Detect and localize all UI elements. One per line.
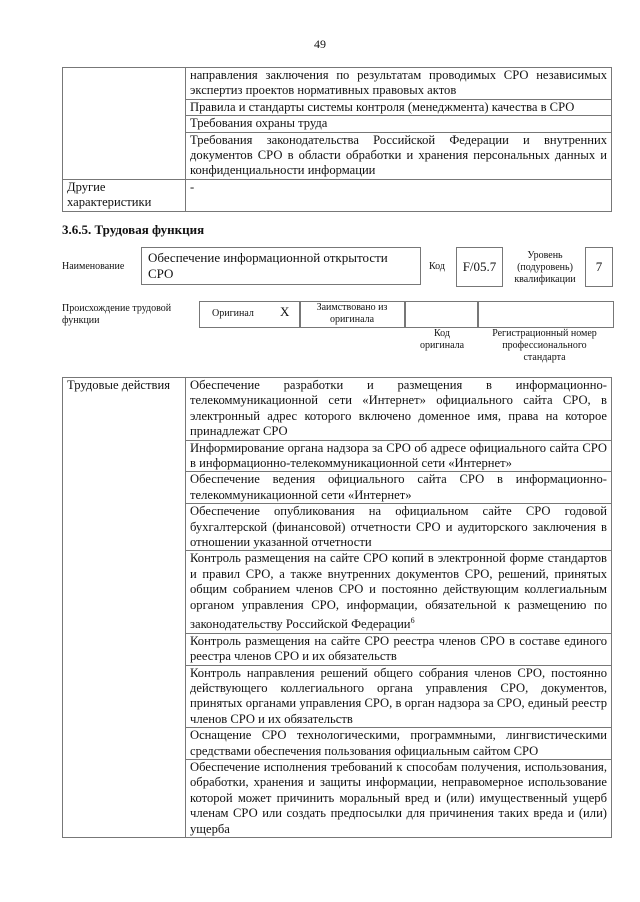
table-row: Требования охраны труда xyxy=(186,116,612,132)
name-label: Наименование xyxy=(62,261,125,272)
code-value: F/05.7 xyxy=(456,247,503,287)
table-row: Обеспечение исполнения требований к способам получения, использования, обработки, хранения и защиты информации, неправомерное использование которой может причинить моральный вред и (или) имущественный ущерб членам СРО или создать предпосылки для причинения таких вреда и (или) ущерба xyxy=(186,759,612,837)
knowledge-table xyxy=(62,67,612,212)
orig-code-label: Код оригинала xyxy=(419,328,465,351)
borrowed-label: Заимствовано из оригинала xyxy=(316,302,388,325)
other-characteristics-value: - xyxy=(186,179,612,211)
original-label: Оригинал xyxy=(212,308,254,319)
name-value: Обеспечение информационной открытости СРО xyxy=(141,247,421,285)
labor-actions-label: Трудовые действия xyxy=(63,378,186,838)
table-row: Контроль направления решений общего собрания членов СРО, постоянно действующего коллегиального органа управления СРО, документов, принятых органами управления СРО, в орган надзора за СРО, единый реестр членов СРО и их обязательств xyxy=(186,665,612,728)
table-row: Информирование органа надзора за СРО об адресе официального сайта СРО в информационно-телекоммуникационной сети «Интернет» xyxy=(186,440,612,472)
table-row: Обеспечение разработки и размещения в информационно-телекоммуникационной сети «Интернет» официального сайта СРО, в электронный адрес которого включено доменное имя, права на которое принадлежат СРО xyxy=(186,378,612,441)
code-label: Код xyxy=(429,261,445,272)
table-row: Контроль размещения на сайте СРО копий в электронной форме стандартов и правил СРО, а также внутренних документов СРО, решений, принятых общим собранием членов СРО и постоянно действующим коллегиальным органом управления СРО, информации, обязательной к размещению по законодательству Российской Федерации$^6$ xyxy=(186,551,612,633)
table-row: Обеспечение ведения официального сайта СРО в информационно-телекоммуникационной сети «Интернет» xyxy=(186,472,612,504)
table-row: Обеспечение опубликования на официальном сайте СРО годовой бухгалтерской (финансовой) отчетности СРО и аудиторского заключения в отношении указанной отчетности xyxy=(186,504,612,551)
other-characteristics-label: Другие характеристики xyxy=(63,179,186,211)
section-title: 3.6.5. Трудовая функция xyxy=(62,222,205,237)
labor-actions-table xyxy=(62,377,612,838)
original-mark: X xyxy=(280,304,290,319)
level-value: 7 xyxy=(585,247,613,287)
table-row: Контроль размещения на сайте СРО реестра членов СРО в составе единого реестра членов СРО и их обязательств xyxy=(186,633,612,665)
table-row: Правила и стандарты системы контроля (менеджмента) качества в СРО xyxy=(186,99,612,115)
table-row: направления заключения по результатам проводимых СРО независимых экспертиз проектов нормативных правовых актов xyxy=(186,68,612,100)
origin-label: Происхождение трудовой функции xyxy=(62,303,172,326)
footnote-mark[interactable]: 6 xyxy=(410,616,415,626)
table-row: Требования законодательства Российской Федерации и внутренних документов СРО в области обработки и хранения персональных данных и конфиденциальности информации xyxy=(186,132,612,179)
reg-number-label: Регистрационный номер профессионального стандарта xyxy=(492,328,597,363)
table-row: Оснащение СРО технологическими, программными, лингвистическими средствами обеспечения пользования официальным сайтом СРО xyxy=(186,728,612,760)
page-number: 49 xyxy=(314,37,326,51)
level-label: Уровень (подуровень) квалификации xyxy=(514,250,576,285)
